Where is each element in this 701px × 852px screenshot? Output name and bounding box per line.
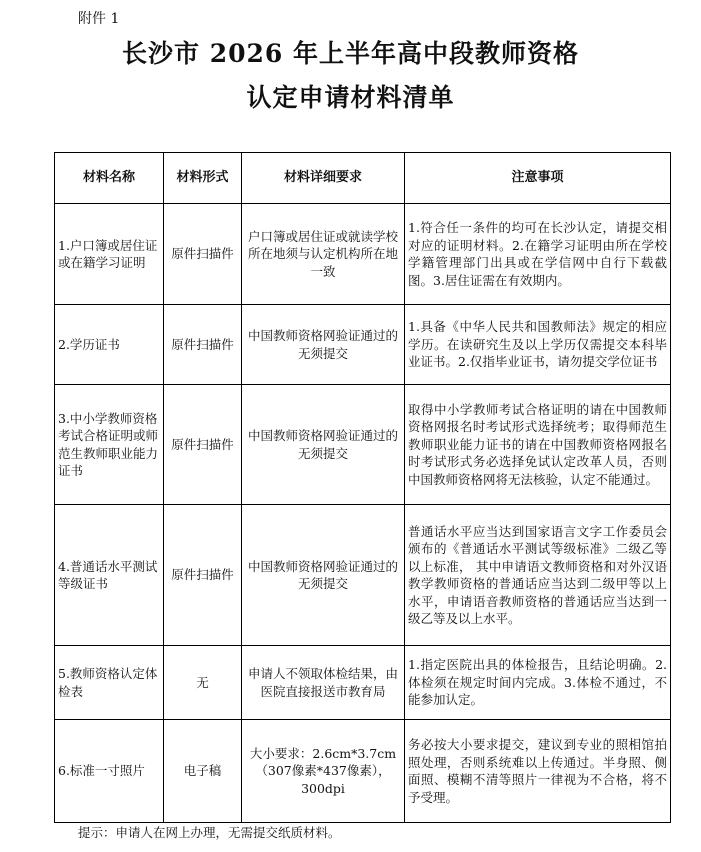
material-form: 原件扫描件 xyxy=(164,385,242,505)
document-title: 长沙市 2026 年上半年高中段教师资格 xyxy=(122,39,579,68)
material-requirement: 户口簿或居住证或就读学校所在地须与认定机构所在地一致 xyxy=(242,204,405,305)
material-form: 原件扫描件 xyxy=(164,505,242,646)
material-requirement: 中国教师资格网验证通过的无须提交 xyxy=(242,385,405,505)
table-header-row xyxy=(55,153,671,204)
material-form: 无 xyxy=(164,646,242,720)
table-row xyxy=(55,305,671,385)
header-notes: 注意事项 xyxy=(405,153,671,204)
document-subtitle: 认定申请材料清单 xyxy=(246,83,455,112)
table-row xyxy=(55,720,671,823)
material-notes: 取得中小学教师考试合格证明的请在中国教师资格网报名时考试形式选择统考；取得师范生教师职业能力证书的请在中国教师资格网报名时考试形式务必选择免试认定改革人员，否则中国教师资格网将无法核验，认定不能通过。 xyxy=(405,385,671,505)
table-row xyxy=(55,204,671,305)
material-notes: 1.具备《中华人民共和国教师法》规定的相应学历。在读研究生及以上学历仅需提交本科毕业证书。2.仅指毕业证书，请勿提交学位证书 xyxy=(405,305,671,385)
material-name: 1.户口簿或居住证或在籍学习证明 xyxy=(55,204,164,305)
header-material-name: 材料名称 xyxy=(55,153,164,204)
material-name: 4.普通话水平测试等级证书 xyxy=(55,505,164,646)
material-notes: 普通话水平应当达到国家语言文字工作委员会颁布的《普通话水平测试等级标准》二级乙等以上标准， 其中申请语文教师资格和对外汉语教学教师资格的普通话应当达到二级甲等以上水平，申请语音教师资格的普通话应当达到一级乙等及以上水平。 xyxy=(405,505,671,646)
material-requirement: 中国教师资格网验证通过的无须提交 xyxy=(242,305,405,385)
header-material-requirement: 材料详细要求 xyxy=(242,153,405,204)
material-name: 2.学历证书 xyxy=(55,305,164,385)
table-row xyxy=(55,385,671,505)
footnote: 提示：申请人在网上办理，无需提交纸质材料。 xyxy=(78,825,341,840)
material-form: 电子稿 xyxy=(164,720,242,823)
material-name: 5.教师资格认定体检表 xyxy=(55,646,164,720)
header-material-form: 材料形式 xyxy=(164,153,242,204)
material-notes: 务必按大小要求提交，建议到专业的照相馆拍照处理，否则系统难以上传通过。半身照、侧面照、模糊不清等照片一律视为不合格，将不予受理。 xyxy=(405,720,671,823)
material-notes: 1.符合任一条件的均可在长沙认定，请提交相对应的证明材料。2.在籍学习证明由所在学校学籍管理部门出具或在学信网中自行下载截图。3.居住证需在有效期内。 xyxy=(405,204,671,305)
material-notes: 1.指定医院出具的体检报告，且结论明确。2.体检须在规定时间内完成。3.体检不通过，不能参加认定。 xyxy=(405,646,671,720)
material-form: 原件扫描件 xyxy=(164,305,242,385)
material-form: 原件扫描件 xyxy=(164,204,242,305)
material-requirement: 中国教师资格网验证通过的无须提交 xyxy=(242,505,405,646)
materials-table xyxy=(54,152,671,823)
material-name: 6.标准一寸照片 xyxy=(55,720,164,823)
attachment-label: 附件 1 xyxy=(78,11,120,27)
table-row xyxy=(55,646,671,720)
table-row xyxy=(55,505,671,646)
material-requirement: 申请人不领取体检结果，由医院直接报送市教育局 xyxy=(242,646,405,720)
material-requirement: 大小要求：2.6cm*3.7cm（307像素*437像素），300dpi xyxy=(242,720,405,823)
material-name: 3.中小学教师资格考试合格证明或师范生教师职业能力证书 xyxy=(55,385,164,505)
